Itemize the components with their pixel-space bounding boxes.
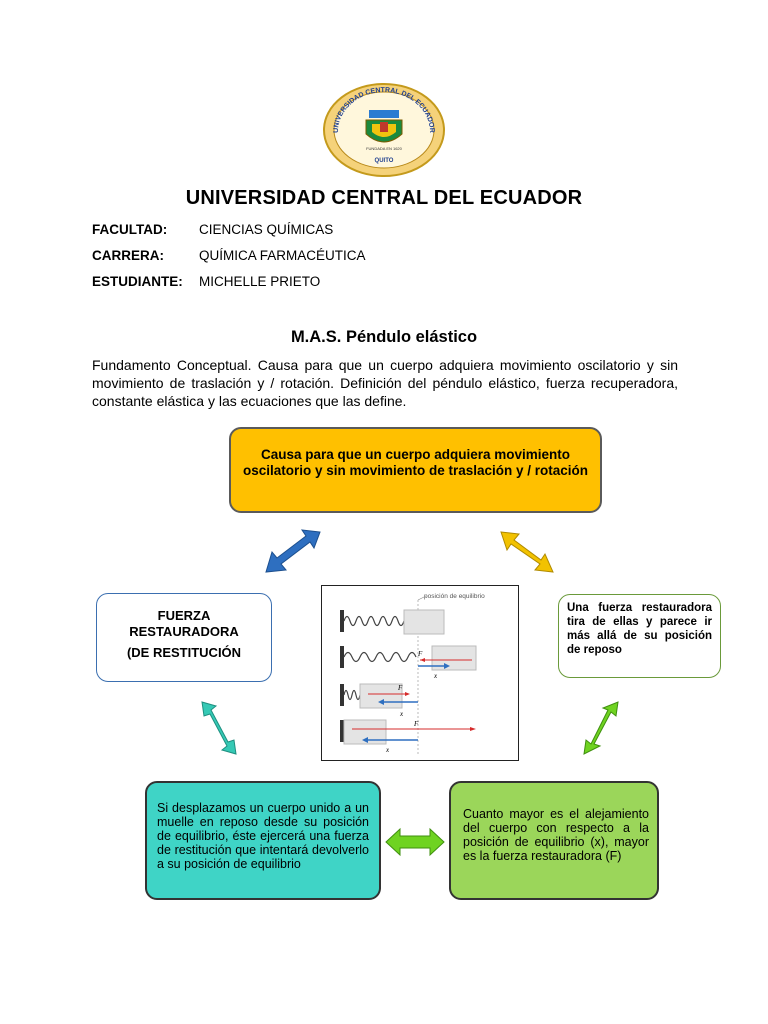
- university-seal-logo: [322, 82, 446, 178]
- restoring-force-line1: FUERZA: [157, 608, 211, 623]
- spring-illustration: [322, 586, 518, 760]
- svg-text:QUITO: QUITO: [374, 158, 394, 164]
- restoring-force-line3: (DE RESTITUCIÓN: [126, 645, 242, 660]
- info-value: QUÍMICA FARMACÉUTICA: [199, 248, 366, 263]
- overshoot-box: Una fuerza restauradora tira de ellas y parece ir más allá de su posición de reposo: [558, 594, 721, 678]
- displacement-vector-label: x: [386, 746, 390, 754]
- info-label: FACULTAD:: [92, 222, 168, 237]
- force-vector-label: F: [414, 720, 419, 728]
- section-title: M.A.S. Péndulo elástico: [290, 328, 478, 346]
- double-arrow-green-horizontal-icon: [384, 826, 446, 858]
- equilibrium-label: posición de equilibrio: [424, 593, 485, 600]
- info-row-facultad: [92, 222, 333, 237]
- info-value: MICHELLE PRIETO: [199, 274, 321, 289]
- force-vector-label: F: [398, 684, 403, 692]
- info-value: CIENCIAS QUÍMICAS: [199, 222, 334, 237]
- displacement-vector-label: x: [434, 672, 438, 680]
- double-arrow-blue-icon: [262, 528, 324, 576]
- info-label: ESTUDIANTE:: [92, 274, 183, 289]
- svg-text:FUNDADA EN 1620: FUNDADA EN 1620: [366, 146, 402, 151]
- spring-figure: [321, 585, 519, 761]
- displacement-box: Si desplazamos un cuerpo unido a un muelle en reposo desde su posición de equilibrio, éste ejercerá una fuerza de restitución que intentará devolverlo a su posición de equilibrio: [145, 781, 381, 900]
- double-arrow-teal-icon: [196, 700, 242, 756]
- double-arrow-yellow-icon: [497, 528, 557, 576]
- displacement-vector-label: x: [400, 710, 404, 718]
- info-row-estudiante: [92, 274, 320, 289]
- restoring-force-line2: RESTAURADORA: [129, 624, 239, 639]
- force-vector-label: F: [418, 650, 423, 658]
- svg-text:UNIVERSIDAD CENTRAL DEL ECUADO: UNIVERSIDAD CENTRAL DEL ECUADOR: [332, 86, 436, 134]
- restoring-force-box: [96, 593, 272, 682]
- info-label: CARRERA:: [92, 248, 164, 263]
- info-row-carrera: [92, 248, 366, 263]
- university-title: UNIVERSIDAD CENTRAL DEL ECUADOR: [185, 187, 583, 209]
- double-arrow-green-vertical-icon: [578, 700, 624, 756]
- cause-box: Causa para que un cuerpo adquiera movimiento oscilatorio y sin movimiento de traslación y / rotación: [229, 427, 602, 513]
- proportionality-box: Cuanto mayor es el alejamiento del cuerpo con respecto a la posición de equilibrio (x), mayor es la fuerza restauradora (F): [449, 781, 659, 900]
- intro-paragraph: Fundamento Conceptual. Causa para que un cuerpo adquiera movimiento oscilatorio y sin movimiento de traslación y / rotación. Definición del péndulo elástico, fuerza recuperadora, constante elástica y las ecuaciones que las define.: [92, 357, 678, 409]
